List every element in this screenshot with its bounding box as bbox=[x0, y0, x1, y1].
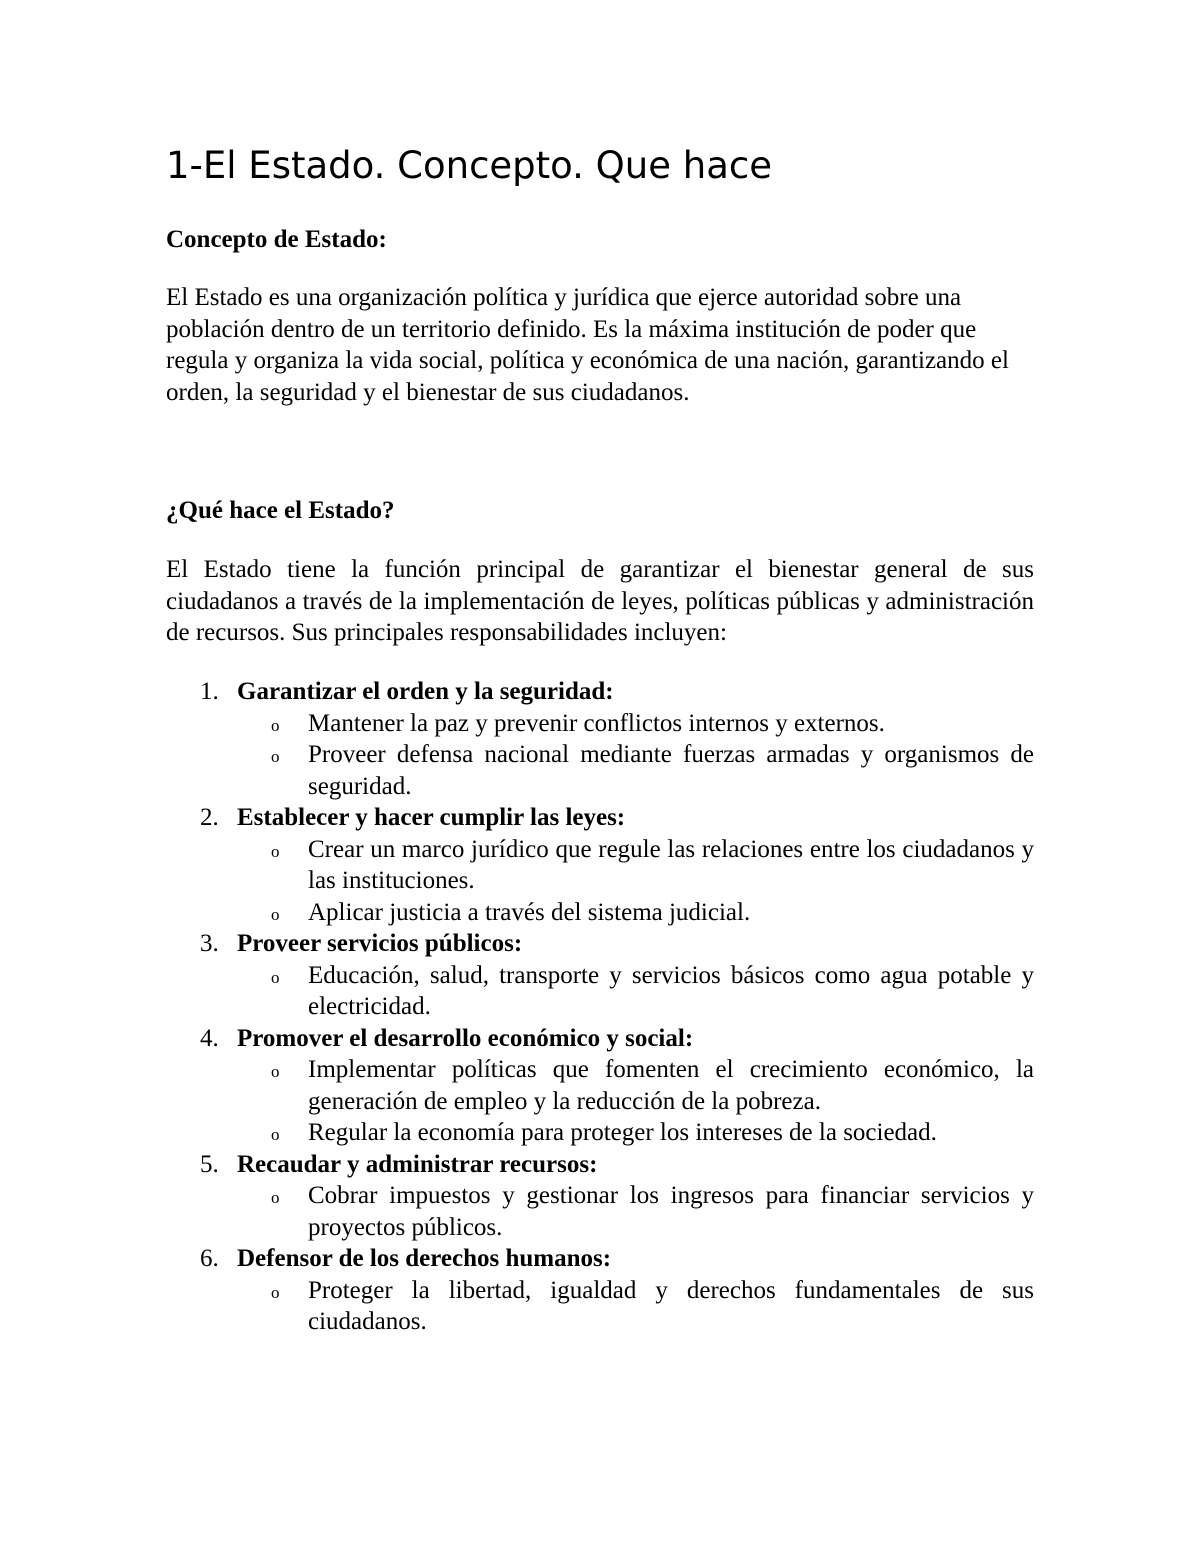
sub-item-text: Regular la economía para proteger los intereses de la sociedad. bbox=[308, 1119, 937, 1146]
circle-bullet-icon: o bbox=[271, 1188, 280, 1207]
sub-item-text: Mantener la paz y prevenir conflictos internos y externos. bbox=[308, 709, 885, 737]
responsibilities-list bbox=[166, 676, 1034, 1338]
sub-item-text: Proteger la libertad, igualdad y derechos fundamentales de sus ciudadanos. bbox=[308, 1276, 1034, 1335]
item-number: 3. bbox=[200, 930, 219, 957]
functions-paragraph: El Estado tiene la función principal de garantizar el bienestar general de sus ciudadanos a través de la implementación de leyes, políticas públicas y administración de recursos. Sus principales responsabilidades incluyen: bbox=[166, 556, 1034, 646]
sub-item-text: Educación, salud, transporte y servicios básicos como agua potable y electricidad. bbox=[308, 961, 1034, 1020]
sub-item-text: Crear un marco jurídico que regule las relaciones entre los ciudadanos y las instituciones. bbox=[308, 835, 1034, 894]
list-item bbox=[166, 676, 1034, 802]
sub-item bbox=[237, 897, 1034, 929]
sub-item-text: Aplicar justicia a través del sistema judicial. bbox=[308, 898, 751, 926]
sub-item bbox=[237, 960, 1034, 1023]
sub-item bbox=[237, 1054, 1034, 1117]
sub-list bbox=[237, 1180, 1034, 1243]
item-number: 1. bbox=[200, 678, 219, 705]
circle-bullet-icon: o bbox=[271, 967, 280, 987]
sub-list bbox=[237, 708, 1034, 803]
sub-item bbox=[237, 1275, 1034, 1338]
item-number: 5. bbox=[200, 1150, 219, 1178]
sub-item-text: Proveer defensa nacional mediante fuerzas armadas y organismos de seguridad. bbox=[308, 741, 1034, 800]
item-title: Defensor de los derechos humanos: bbox=[237, 1245, 612, 1272]
item-title: Promover el desarrollo económico y social: bbox=[237, 1024, 694, 1052]
list-item bbox=[166, 928, 1034, 1023]
item-title: Establecer y hacer cumplir las leyes: bbox=[237, 804, 626, 831]
item-title: Garantizar el orden y la seguridad: bbox=[237, 678, 614, 705]
sub-item-text: Implementar políticas que fomenten el crecimiento económico, la generación de empleo y la reducción de la pobreza. bbox=[308, 1056, 1034, 1115]
item-title: Proveer servicios públicos: bbox=[237, 930, 523, 957]
document-title: 1-El Estado. Concepto. Que hace bbox=[166, 144, 773, 187]
sub-list bbox=[237, 1054, 1034, 1149]
sub-item bbox=[237, 834, 1034, 897]
functions-heading: ¿Qué hace el Estado? bbox=[166, 497, 395, 524]
sub-list bbox=[237, 960, 1034, 1023]
concept-paragraph: El Estado es una organización política y jurídica que ejerce autoridad sobre una población dentro de un territorio definido. Es la máxima institución de poder que regula y organiza la vida social, política y económica de una nación, garantizando el orden, la seguridad y el bienestar de sus ciudadanos. bbox=[166, 284, 1009, 406]
circle-bullet-icon: o bbox=[271, 715, 280, 735]
sub-item bbox=[237, 1180, 1034, 1243]
sub-list bbox=[237, 834, 1034, 929]
item-number: 2. bbox=[200, 804, 219, 831]
sub-item bbox=[237, 708, 1034, 740]
sub-item bbox=[237, 739, 1034, 802]
list-item bbox=[166, 1023, 1034, 1149]
sub-item bbox=[237, 1117, 1034, 1149]
circle-bullet-icon: o bbox=[271, 904, 280, 924]
list-item bbox=[166, 802, 1034, 928]
item-number: 4. bbox=[200, 1024, 219, 1052]
sub-item-text: Cobrar impuestos y gestionar los ingresos para financiar servicios y proyectos públicos. bbox=[308, 1182, 1034, 1241]
concept-heading: Concepto de Estado: bbox=[166, 226, 387, 253]
circle-bullet-icon: o bbox=[271, 747, 280, 766]
item-title: Recaudar y administrar recursos: bbox=[237, 1150, 598, 1178]
circle-bullet-icon: o bbox=[271, 1062, 280, 1081]
sub-list bbox=[237, 1275, 1034, 1338]
circle-bullet-icon: o bbox=[271, 1125, 280, 1144]
list-item bbox=[166, 1243, 1034, 1338]
circle-bullet-icon: o bbox=[271, 1282, 280, 1302]
list-item bbox=[166, 1149, 1034, 1244]
circle-bullet-icon: o bbox=[271, 841, 280, 861]
item-number: 6. bbox=[200, 1245, 219, 1272]
